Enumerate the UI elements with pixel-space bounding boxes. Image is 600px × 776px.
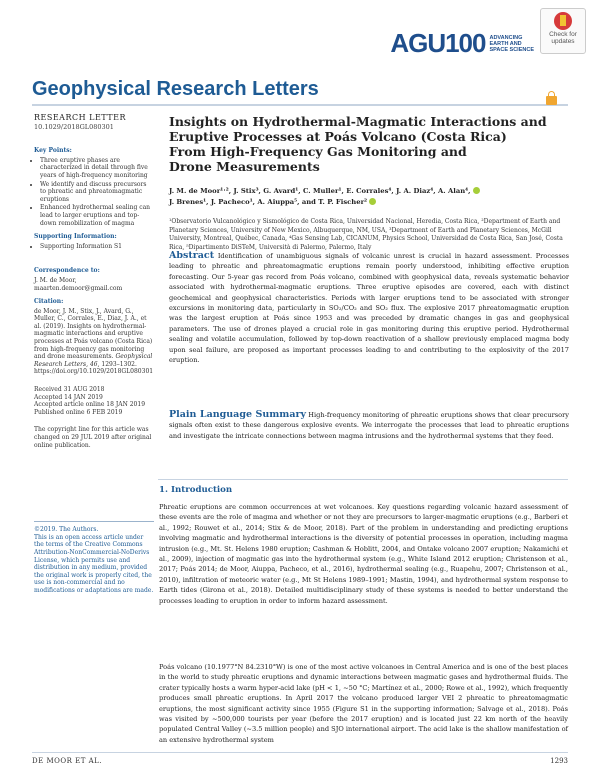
orcid-icon[interactable] (369, 198, 376, 205)
abstract-section (169, 251, 569, 365)
publisher-mark: AGU100 (390, 28, 486, 58)
footer-divider (32, 752, 568, 753)
plain-language-summary-heading: Plain Language Summary (169, 409, 307, 420)
plain-language-summary-section (169, 410, 569, 441)
header-divider (32, 104, 568, 106)
correspondence-name: J. M. de Moor, (34, 276, 77, 284)
orcid-icon[interactable] (473, 187, 480, 194)
article-doi[interactable]: 10.1029/2018GL080301 (34, 122, 114, 131)
introduction-paragraph: Poás volcano (10.1977°N 84.2310°W) is one of the most active volcanoes in Central America and is one of the best places in the world to study phreatic eruptions and dynamic interactions between magmatic gases and hydrothermal fluids. The crater typically hosts a warm hyper-acid lake (pH < 1, ~50 °C; Martínez et al., 2000; Rowe et al., 1992), which frequently produces small phreatic eruptions. In April 2017 the volcano produced larger VEI 2 phreatic to phreatomagmatic eruptions, the most significant activity since 1955 (Figure S1 in the supporting information; Salvage et al., 2018). Poás was visited by ~500,000 tourists per year (before the 2017 eruption) and is located just 22 km north of the heavily populated Central Valley (~3.5 million people) and SJO international airport. The acid lake is the shallow manifestation of an extensive hydrothermal system (159, 663, 568, 744)
key-points-heading: Key Points: (34, 147, 72, 155)
authors-text: J. Brenes¹, J. Pacheco¹, A. Aiuppa⁵, and T. P. Fischer² (169, 198, 368, 206)
title-line: From High-Frequency Gas Monitoring and (169, 144, 467, 159)
copyright-change-note: The copyright line for this article was changed on 29 JUL 2019 after original online publication. (34, 426, 152, 449)
running-footer-authors: DE MOOR ET AL. (32, 757, 103, 765)
date-accepted: Accepted 14 JAN 2019 (34, 393, 103, 401)
publisher-tagline (489, 35, 534, 53)
citation-heading: Citation: (34, 298, 64, 306)
check-for-updates-badge[interactable] (540, 8, 586, 54)
supporting-info-heading: Supporting Information: (34, 233, 117, 241)
page-number: 1293 (550, 757, 568, 765)
article-sidebar (34, 114, 154, 595)
introduction-heading: 1. Introduction (159, 485, 233, 495)
key-point: • Three eruptive phases are characterized in detail through five years of high-frequency monitoring (40, 157, 154, 180)
publisher-tagline-line: EARTH AND (489, 40, 522, 47)
correspondence-email[interactable]: maarten.demoor@gmail.com (34, 284, 123, 292)
article-title (169, 114, 549, 174)
license-divider (34, 521, 154, 522)
abstract-heading: Abstract (169, 250, 215, 261)
crossmark-label-line: updates (551, 38, 575, 45)
journal-title: Geophysical Research Letters (32, 78, 319, 100)
citation-journal: Geophysical Research Letters, 46, (34, 353, 153, 368)
publisher-logo (390, 28, 534, 59)
affiliations: ¹Observatorio Vulcanológico y Sismológico de Costa Rica, Universidad Nacional, Heredia, Costa Rica, ²Department of Earth and Planetary Sciences, University of New Mexico, Albuquerque, NM, USA, ³Department of Earth and Planetary Sciences, McGill University, Montreal, Québec, Canada, ⁴Gas Sensing Lab, CICANUM, Physics School, Universidad de Costa Rica, San José, Costa Rica, ⁵Dipartimento DiSTeM, Università di Palermo, Palermo, Italy (169, 218, 563, 251)
abstract-text: Identification of unambiguous signals of volcanic unrest is crucial in hazard assessment. Processes leading to phreatic and phreatomagmatic eruptions remain poorly understood, inhibiting effective eruption forecasting. Our 5-year gas record from Poás volcano, combined with geophysical data, reveals systematic behavior associated with hydrothermal-magmatic eruptions. Three eruptive episodes are covered, each with distinct geochemical and geophysical characteristics. Periods with larger eruptions tend to be associated with stronger excursions in monitoring data, particularly in SO₂/CO₂ and SO₂ flux. The explosive 2017 phreatomagmatic eruption was the largest eruption at Poás since 1953 and was preceded by dramatic changes in gas and geophysical parameters. The use of drones played a crucial role in gas monitoring during this eruptive period. Hydrothermal sealing and volatile accumulation, followed by top-down reactivation of a shallow previously emplaced magma body upon seal failure, are proposed as important processes leading to and contributing to the explosivity of the 2017 eruption. (169, 252, 569, 365)
key-point: • Enhanced hydrothermal sealing can lead to larger eruptions and top-down remobilization of magma (40, 204, 154, 227)
citation-body: de Moor, J. M., Stix, J., Avard, G., Muller, C., Corrales, E., Diaz, J. A., et al. (2019). Insights on hydrothermal-magmatic interactions and eruptive processes at Poás volcano (Costa Rica) from high-frequency gas monitoring and drone measurements. (34, 307, 153, 361)
title-line: Eruptive Processes at Poás Volcano (Costa Rica) (169, 129, 507, 144)
article-type: RESEARCH LETTER (34, 113, 126, 122)
key-points-list (34, 157, 154, 227)
publisher-tagline-line: ADVANCING (489, 34, 523, 41)
section-divider (158, 479, 568, 480)
crossmark-icon (554, 12, 572, 30)
license-year: ©2019. The Authors. (34, 526, 99, 534)
plain-language-summary-text: High-frequency monitoring of phreatic eruptions shows that clear precursory signals often exist to these dangerous explosive events. We interrogate the processes that lead to phreatic eruptions and investigate the intricate connections between magma intrusions and the hydrothermal systems that they feed. (169, 411, 569, 440)
supporting-info-item[interactable]: • Supporting Information S1 (40, 243, 154, 251)
author-line (169, 186, 569, 197)
crossmark-label-line: Check for (549, 31, 577, 38)
authors-text: J. M. de Moor¹˒², J. Stix³, G. Avard¹, C. Muller¹, E. Corrales⁴, J. A. Diaz⁴, A. Alan⁴, (169, 187, 471, 195)
supporting-info-list (34, 243, 154, 251)
date-received: Received 31 AUG 2018 (34, 386, 105, 394)
key-point: • We identify and discuss precursors to phreatic and phreatomagmatic eruptions (40, 181, 154, 204)
citation-text (34, 308, 154, 376)
author-list (169, 186, 569, 208)
title-line: Drone Measurements (169, 159, 320, 174)
citation-link[interactable]: 1293–1302. https://doi.org/10.1029/2018GL080301 (34, 360, 154, 376)
date-accepted-online: Accepted article online 18 JAN 2019 (34, 401, 146, 409)
license-text: This is an open access article under the terms of the Creative Commons Attribution-NonCommercial-NoDerivs License, which permits use and distribution in any medium, provided the original work is properly cited, the use is non-commercial and no modifications or adaptations are made. (34, 533, 154, 594)
date-published: Published online 6 FEB 2019 (34, 408, 123, 416)
article-dates (34, 386, 154, 416)
crossmark-label (541, 31, 585, 45)
publisher-tagline-line: SPACE SCIENCE (489, 46, 534, 53)
open-access-lock-icon (546, 96, 557, 105)
title-line: Insights on Hydrothermal-Magmatic Interactions and (169, 114, 547, 129)
introduction-paragraph: Phreatic eruptions are common occurrences at wet volcanoes. Key questions regarding volcanic hazard assessment of these events are the role of magma and whether or not they are precursors to larger-magmatic eruptions (e.g., Barberi et al., 1992; Rouwet et al., 2014; Stix & de Moor, 2018). Part of the problem in understanding and predicting eruptions involving magmatic and hydrothermal interactions is the diversity of potential processes in operation, including magma intrusion (e.g., Mt. St. Helens 1980 eruption; Cashman & Hoblitt, 2004, and Ontake volcano 2007 eruption; Nakamichi et al., 2009), injection of magmatic gas into the hydrothermal system (e.g., White Island 2012 eruption; Christenson et al., 2017; Poás 2014; de Moor, Aiuppa, Pacheco, et al., 2016), hydrothermal sealing (e.g., Ruapehu, 2007; Christenson et al., 2010), infiltration of meteoric water (e.g., Mt St Helens 1989–1991; Mastin, 1994), and hydrothermal system response to Earth tides (Girona et al., 2018). Detailed multidisciplinary study of these systems is needed to better understand the processes leading to eruption in order to inform hazard assessment. (159, 503, 568, 605)
correspondence-heading: Correspondence to: (34, 267, 100, 275)
author-line (169, 197, 569, 208)
